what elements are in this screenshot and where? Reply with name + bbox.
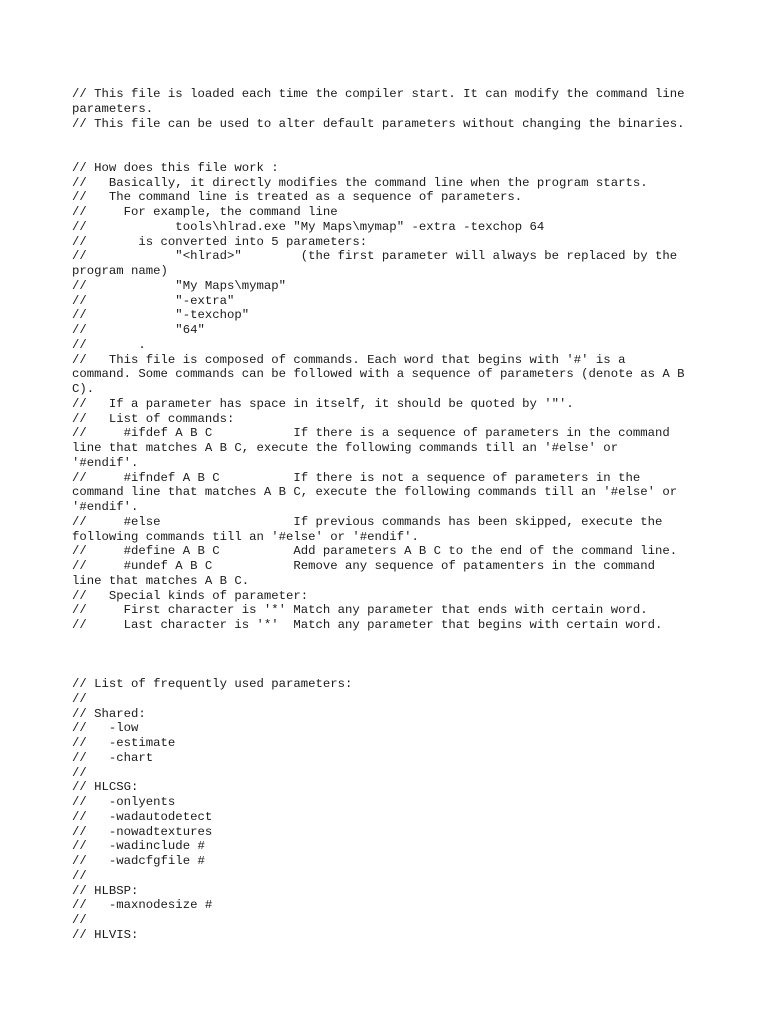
document-line: // HLCSG:	[72, 780, 139, 795]
document-line: // "-texchop"	[72, 308, 250, 323]
document-line: // -wadautodetect	[72, 809, 213, 824]
document-line: // -wadcfgfile #	[72, 854, 205, 868]
document-line	[72, 633, 712, 648]
document-line: // -chart	[72, 750, 154, 765]
document-line: '#endif'.	[72, 500, 139, 514]
document-line: C).	[72, 382, 95, 396]
document-line	[72, 131, 712, 146]
document-line: // "<hlrad>" (the first parameter will always be replaced by the	[72, 249, 678, 264]
document-line: // First character is '*' Match any parameter that ends with certain word.	[72, 603, 648, 618]
document-line	[72, 648, 712, 663]
document-line: // Basically, it directly modifies the command line when the program starts.	[72, 175, 648, 190]
document-line: // -onlyents	[72, 795, 176, 809]
document-line: // Special kinds of parameter:	[72, 588, 309, 603]
document-line	[72, 146, 712, 161]
document-line: // How does this file work :	[72, 160, 279, 175]
document-line: // HLVIS:	[72, 927, 139, 942]
document-line: // This file is loaded each time the compiler start. It can modify the command line	[72, 87, 685, 101]
document-line: following commands till an '#else' or '#endif'.	[72, 529, 419, 544]
document-line: // List of frequently used parameters:	[72, 677, 353, 691]
document-line: command line that matches A B C, execute the following commands till an '#else' or	[72, 485, 678, 500]
document-line: // This file can be used to alter default parameters without changing the binaries.	[72, 116, 685, 131]
document-text	[72, 87, 712, 943]
document-line: //	[72, 691, 87, 706]
document-line	[72, 662, 712, 677]
document-line: line that matches A B C.	[72, 573, 250, 588]
document-line: // -maxnodesize #	[72, 898, 213, 913]
document-line: // If a parameter has space in itself, it should be quoted by '"'.	[72, 396, 574, 411]
document-line: // #define A B C Add parameters A B C to the end of the command line.	[72, 544, 678, 559]
document-line: // #undef A B C Remove any sequence of patamenters in the command	[72, 559, 655, 573]
document-line: // -low	[72, 721, 139, 736]
document-line: // For example, the command line	[72, 205, 338, 219]
document-line: // "-extra"	[72, 293, 235, 308]
document-line: // -wadinclude #	[72, 839, 205, 854]
document-line: //	[72, 765, 87, 780]
document-line: // is converted into 5 parameters:	[72, 234, 368, 249]
document-line: // .	[72, 337, 146, 352]
document-line: // tools\hlrad.exe "My Maps\mymap" -extra -texchop 64	[72, 219, 545, 234]
document-line: '#endif'.	[72, 455, 139, 470]
document-line: command. Some commands can be followed with a sequence of parameters (denote as A B	[72, 367, 685, 382]
document-line: // List of commands:	[72, 411, 235, 426]
document-line: // "My Maps\mymap"	[72, 278, 287, 293]
document-line: // -estimate	[72, 736, 176, 750]
document-line: //	[72, 913, 87, 927]
document-line: program name)	[72, 264, 168, 278]
document-line: // #else If previous commands has been skipped, execute the	[72, 514, 663, 529]
document-line: // "64"	[72, 323, 205, 337]
document-line: // #ifndef A B C If there is not a sequence of parameters in the	[72, 470, 641, 485]
document-line: parameters.	[72, 101, 154, 116]
document-line: // HLBSP:	[72, 883, 139, 898]
document-line: // -nowadtextures	[72, 824, 213, 839]
document-line: // This file is composed of commands. Each word that begins with '#' is a	[72, 352, 626, 367]
document-line: line that matches A B C, execute the following commands till an '#else' or	[72, 441, 619, 455]
document-line: // #ifdef A B C If there is a sequence of parameters in the command	[72, 426, 670, 441]
document-line: //	[72, 868, 87, 883]
document-line: // The command line is treated as a sequence of parameters.	[72, 190, 523, 205]
document-line: // Last character is '*' Match any parameter that begins with certain word.	[72, 618, 663, 632]
document-line: // Shared:	[72, 706, 146, 721]
